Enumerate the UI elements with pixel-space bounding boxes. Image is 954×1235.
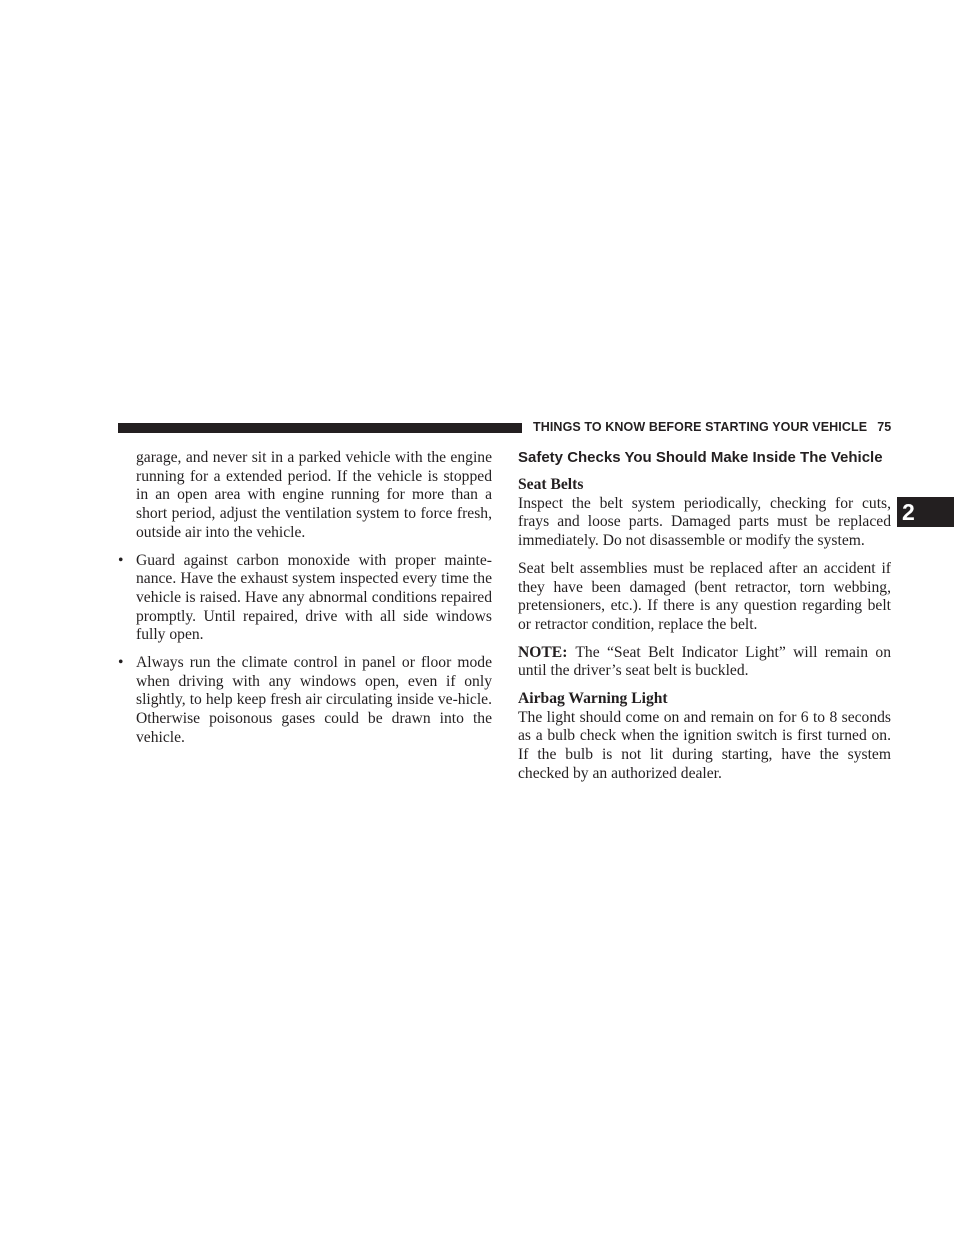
- chapter-tab: 2: [897, 497, 954, 527]
- continuation-paragraph: garage, and never sit in a parked vehicle with the engine running for a extended period. If the vehicle is stopped in an open area with engine running for more than a short period, adjust the ventilation system to force fresh, outside air into the vehicle.: [136, 449, 492, 541]
- running-header: [533, 420, 893, 434]
- seat-belts-paragraph-2: Seat belt assemblies must be replaced after an accident if they have been damaged (bent retractor, torn webbing, pretensioners, etc.). If there is any question regarding belt or retractor condition, replace the belt.: [518, 559, 891, 633]
- bullet-icon: •: [118, 654, 124, 672]
- header-title: THINGS TO KNOW BEFORE STARTING YOUR VEHICLE: [533, 420, 868, 434]
- airbag-paragraph: The light should come on and remain on for 6 to 8 seconds as a bulb check when the ignition switch is first turned on. If the bulb is not lit during starting, have the system checked by an authorized dealer.: [518, 708, 891, 782]
- seat-belts-paragraph-1: Inspect the belt system periodically, checking for cuts, frays and loose parts. Damaged parts must be replaced immediately. Do not disassemble or modify the system.: [518, 494, 891, 550]
- seat-belts-heading: Seat Belts: [518, 476, 584, 493]
- right-column: [518, 449, 891, 784]
- bullet-icon: •: [118, 551, 124, 569]
- bullet-item: [118, 654, 492, 748]
- left-column: [118, 449, 492, 748]
- header-rule: [118, 423, 522, 433]
- seat-belts-note: [518, 644, 891, 681]
- bullet-item: [118, 551, 492, 646]
- note-label: NOTE:: [518, 643, 568, 661]
- note-text: The “Seat Belt Indicator Light” will remain on until the driver’s seat belt is buckled.: [518, 643, 891, 680]
- bullet-text: Always run the climate control in panel or floor mode when driving with any windows open, even if only slightly, to help keep fresh air circulating inside ve-hicle. Otherwise poisonous gases could be drawn into the vehicle.: [136, 654, 492, 746]
- airbag-heading: Airbag Warning Light: [518, 690, 668, 708]
- bullet-text: Guard against carbon monoxide with proper mainte-nance. Have the exhaust system inspected every time the vehicle is raised. Have any abnormal conditions repaired promptly. Until repaired, drive with all side windows fully open.: [136, 551, 492, 644]
- page-number: 75: [877, 420, 892, 434]
- section-title: Safety Checks You Should Make Inside The Vehicle: [518, 449, 883, 466]
